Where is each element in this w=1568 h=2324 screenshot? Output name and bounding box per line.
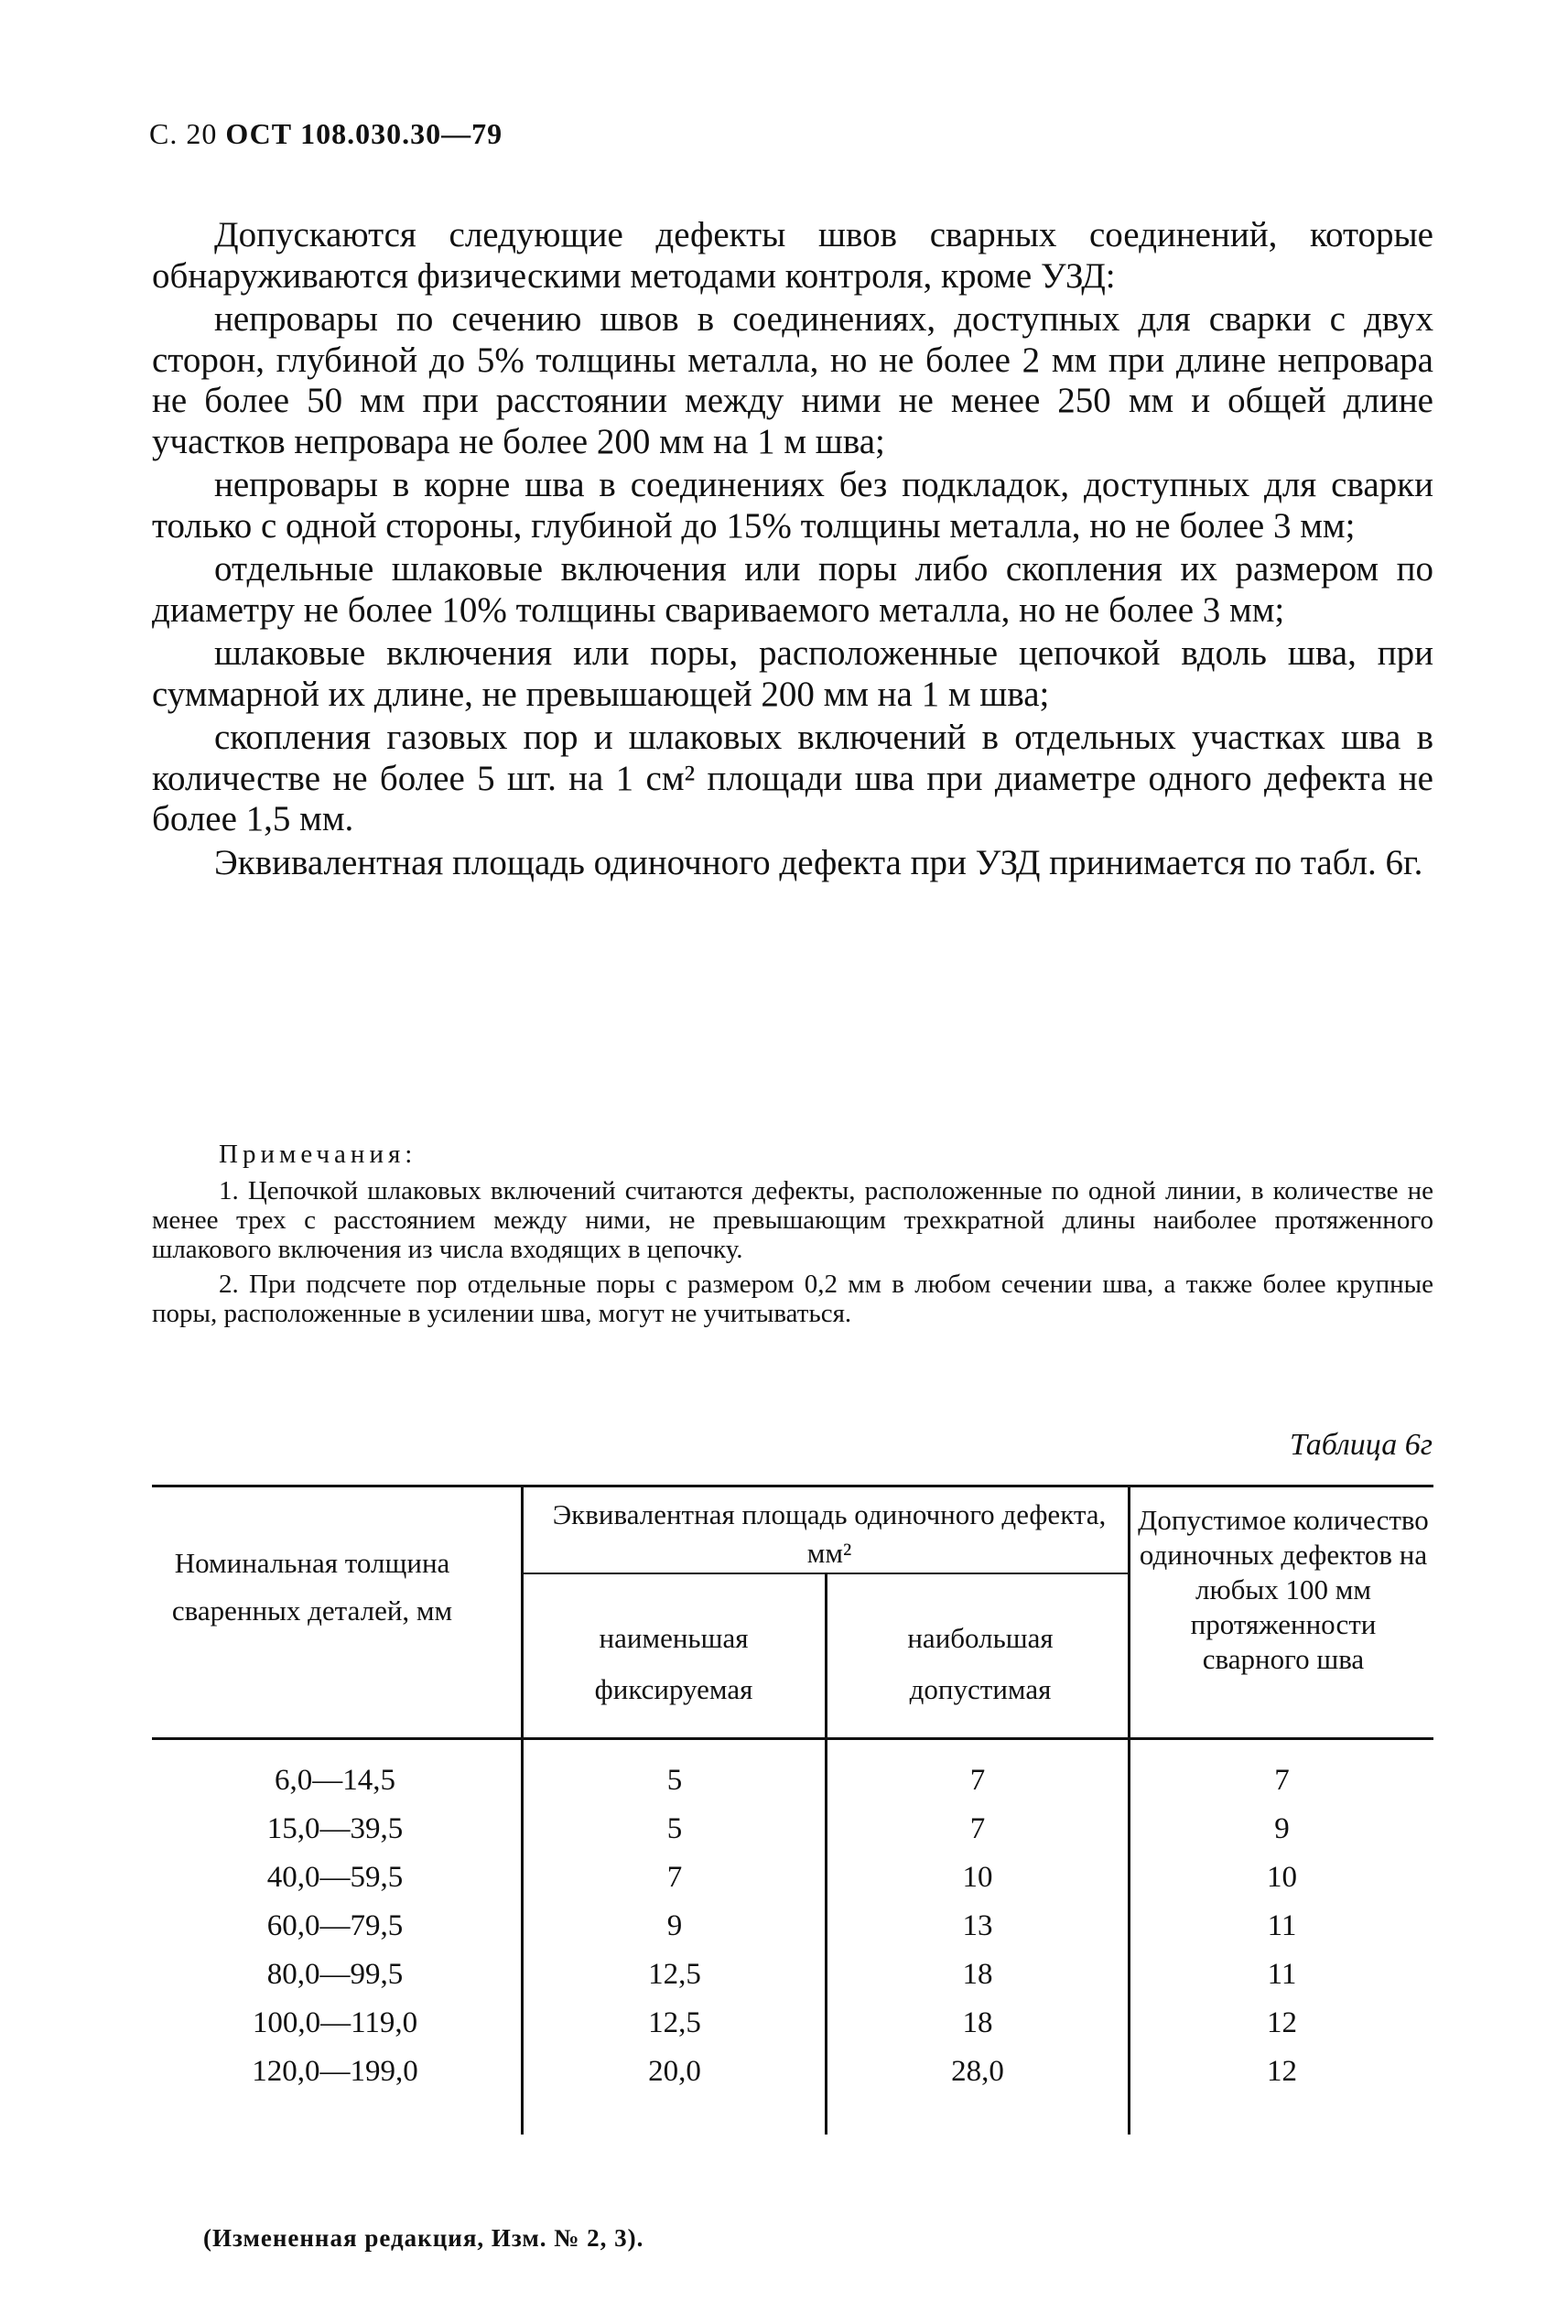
table-vline-2 xyxy=(825,1573,827,2135)
table-header-rule xyxy=(152,1737,1433,1740)
body-text xyxy=(152,215,1433,886)
paragraph-defect-1: непровары по сечению швов в соединениях, доступных для сварки с двух сторон, глубиной до 5% толщины металла, но не более 2 мм при длине непровара не более 50 мм при расстоянии между ними не менее 250 мм и общей длине участков непровара не более 200 мм на 1 м шва; xyxy=(152,299,1433,461)
notes-title: Примечания: xyxy=(219,1140,417,1169)
defects-table xyxy=(152,1485,1433,2171)
revision-note: (Измененная редакция, Изм. № 2, 3). xyxy=(203,2224,644,2252)
note-item-1: 1. Цепочкой шлаковых включений считаются дефекты, расположенные по одной линии, в количестве не менее трех с расстоянием между ними, не превышающим трехкратной длины наиболее протяженного шлакового включения из числа входящих в цепочку. xyxy=(152,1176,1433,1264)
cell-thickness: 15,0—39,5 xyxy=(266,1812,404,1845)
cell-min-area: 5 xyxy=(666,1764,683,1797)
page-number: С. 20 xyxy=(149,117,218,150)
cell-min-area: 12,5 xyxy=(648,1958,701,1991)
header-min-fixed: наименьшая фиксируемая xyxy=(594,1622,753,1705)
cell-min-area: 5 xyxy=(666,1812,683,1845)
cell-max-area: 18 xyxy=(962,1958,993,1991)
paragraph-intro: Допускаются следующие дефекты швов сварных соединений, которые обнаруживаются физическими методами контроля, кроме УЗД: xyxy=(152,215,1433,296)
cell-max-area: 7 xyxy=(969,1764,986,1797)
table-top-rule xyxy=(152,1485,1433,1487)
notes-section xyxy=(152,1140,1433,1334)
cell-max-area: 10 xyxy=(962,1861,993,1894)
paragraph-equivalent-area: Эквивалентная площадь одиночного дефекта при УЗД принимается по табл. 6г. xyxy=(214,842,1423,882)
cell-min-area: 9 xyxy=(666,1909,683,1942)
cell-count: 7 xyxy=(1274,1764,1290,1797)
paragraph-defect-3: отдельные шлаковые включения или поры либо скопления их размером по диаметру не более 10% толщины свариваемого металла, но не более 3 мм; xyxy=(152,549,1433,630)
cell-thickness: 80,0—99,5 xyxy=(266,1958,404,1991)
cell-max-area: 18 xyxy=(962,2006,993,2039)
cell-thickness: 40,0—59,5 xyxy=(266,1861,404,1894)
note-item-2: 2. При подсчете пор отдельные поры с размером 0,2 мм в любом сечении шва, а также более крупные поры, расположенные в усилении шва, могут не учитываться. xyxy=(152,1270,1433,1328)
cell-thickness: 6,0—14,5 xyxy=(275,1764,395,1797)
header-thickness: Номинальная толщина сваренных деталей, мм xyxy=(171,1547,453,1627)
cell-min-area: 20,0 xyxy=(648,2055,701,2088)
cell-count: 9 xyxy=(1274,1812,1290,1845)
header-allowed-count: Допустимое количество одиночных дефектов на любых 100 мм протяженности сварного шва xyxy=(1138,1504,1429,1675)
header-equivalent-area: Эквивалентная площадь одиночного дефекта, мм² xyxy=(552,1498,1107,1569)
cell-count: 12 xyxy=(1267,2006,1297,2039)
cell-thickness: 60,0—79,5 xyxy=(266,1909,404,1942)
cell-count: 12 xyxy=(1267,2055,1297,2088)
standard-code: ОСТ 108.030.30—79 xyxy=(225,117,503,150)
page-header xyxy=(149,117,503,151)
cell-max-area: 13 xyxy=(962,1909,993,1942)
cell-count: 11 xyxy=(1267,1909,1297,1942)
cell-thickness: 100,0—119,0 xyxy=(252,2006,418,2039)
paragraph-defect-5: скопления газовых пор и шлаковых включений в отдельных участках шва в количестве не более 5 шт. на 1 см² площади шва при диаметре одного дефекта не более 1,5 мм. xyxy=(152,718,1433,838)
cell-max-area: 28,0 xyxy=(951,2055,1004,2088)
cell-max-area: 7 xyxy=(969,1812,986,1845)
cell-count: 10 xyxy=(1267,1861,1297,1894)
cell-count: 11 xyxy=(1267,1958,1297,1991)
paragraph-defect-2: непровары в корне шва в соединениях без подкладок, доступных для сварки только с одной стороны, глубиной до 15% толщины металла, но не более 3 мм; xyxy=(152,465,1433,546)
cell-min-area: 12,5 xyxy=(648,2006,701,2039)
cell-thickness: 120,0—199,0 xyxy=(252,2055,418,2088)
table-caption: Таблица 6г xyxy=(1290,1428,1433,1462)
header-max-allowed: наибольшая допустимая xyxy=(907,1622,1054,1705)
cell-min-area: 7 xyxy=(666,1861,683,1894)
paragraph-defect-4: шлаковые включения или поры, расположенные цепочкой вдоль шва, при суммарной их длине, не превышающей 200 мм на 1 м шва; xyxy=(152,633,1433,714)
